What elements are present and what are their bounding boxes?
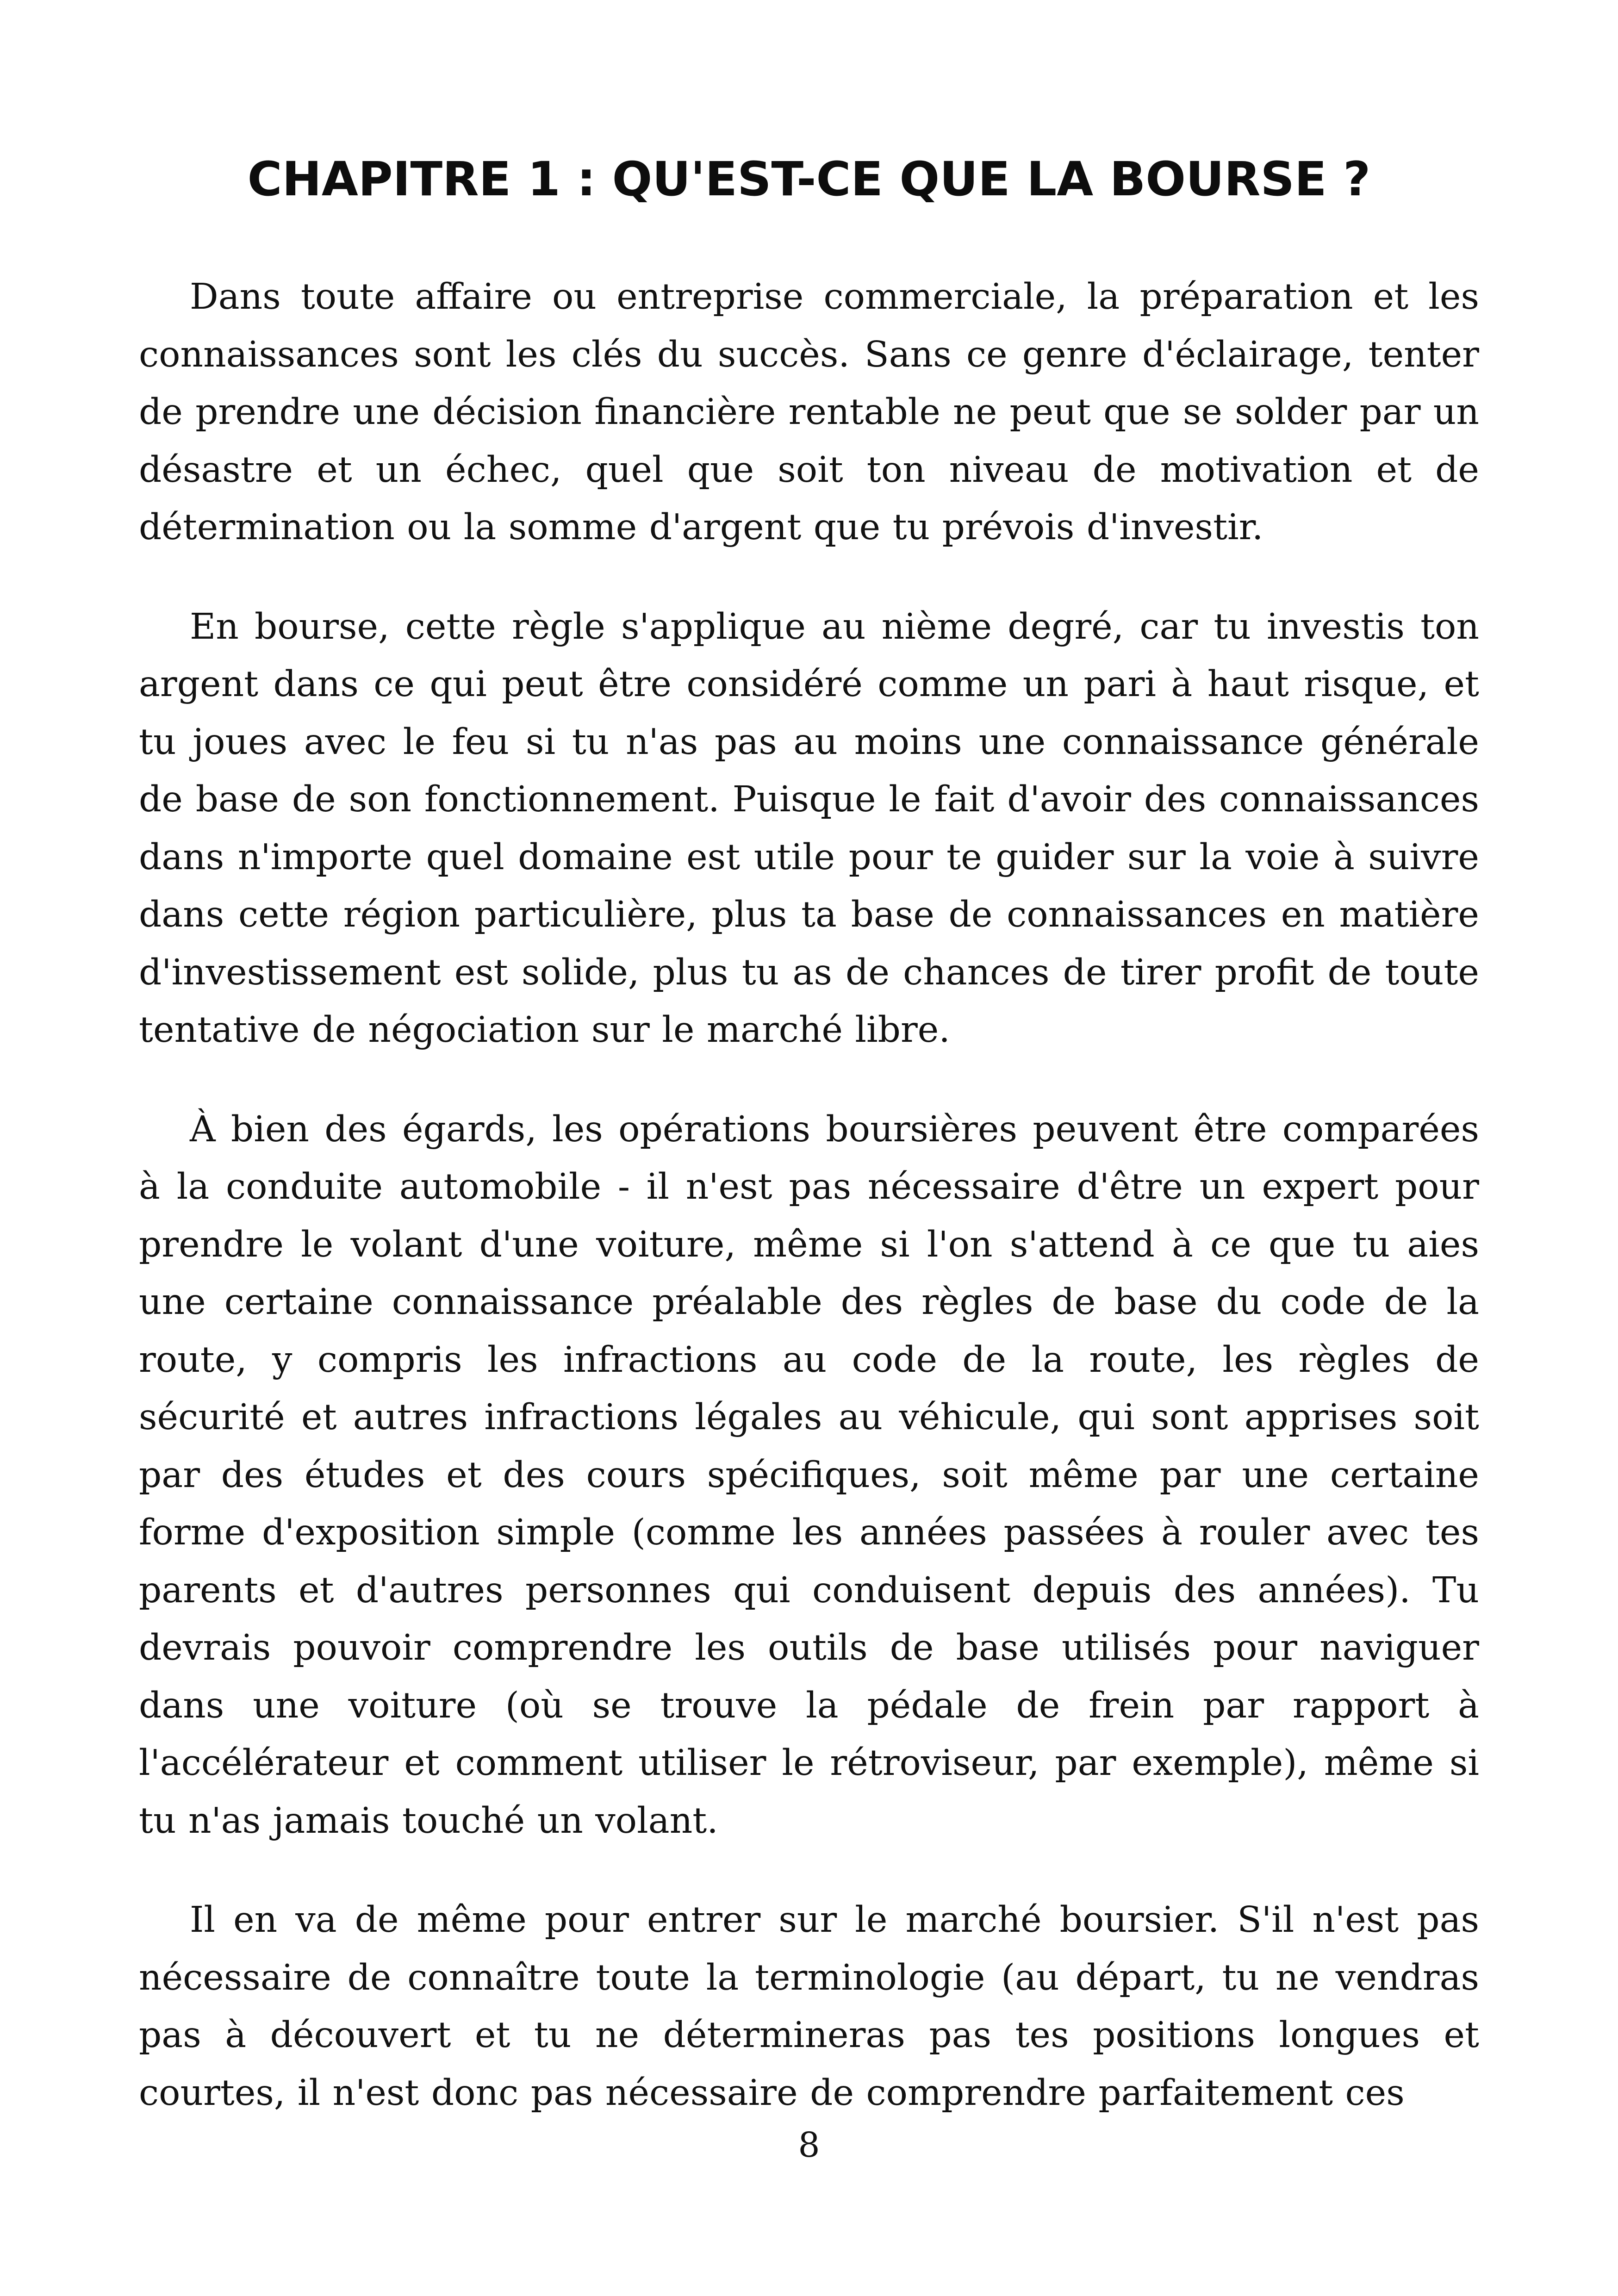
body-text: [139, 268, 1479, 2164]
page-number: 8: [798, 2125, 820, 2165]
paragraph-3: À bien des égards, les opérations boursières peuvent être comparées à la conduite automobile - il n'est pas nécessaire d'être un expert pour prendre le volant d'une voiture, même si l'on s'attend à ce que tu aies une certaine connaissance préalable des règles de base du code de la route, y compris les infractions au code de la route, les règles de sécurité et autres infractions légales au véhicule, qui sont apprises soit par des études et des cours spécifiques, soit même par une certaine forme d'exposition simple (comme les années passées à rouler avec tes parents et d'autres personnes qui conduisent depuis des années). Tu devrais pouvoir comprendre les outils de base utilisés pour naviguer dans une voiture (où se trouve la pédale de frein par rapport à l'accélérateur et comment utiliser le rétroviseur, par exemple), même si tu n'as jamais touché un volant.: [139, 1108, 1479, 1842]
paragraph-1: Dans toute affaire ou entreprise commerciale, la préparation et les connaissances sont les clés du succès. Sans ce genre d'éclairage, tenter de prendre une décision financière rentable ne peut que se solder par un désastre et un échec, quel que soit ton niveau de motivation et de détermination ou la somme d'argent que tu prévois d'investir.: [139, 276, 1479, 548]
paragraph-4: Il en va de même pour entrer sur le marché boursier. S'il n'est pas nécessaire de connaître toute la terminologie (au départ, tu ne vendras pas à découvert et tu ne détermineras pas tes positions longues et courtes, il n'est donc pas nécessaire de comprendre parfaitement ces: [139, 1899, 1479, 2114]
paragraph-2: En bourse, cette règle s'applique au nième degré, car tu investis ton argent dans ce qui peut être considéré comme un pari à haut risque, et tu joues avec le feu si tu n'as pas au moins une connaissance générale de base de son fonctionnement. Puisque le fait d'avoir des connaissances dans n'importe quel domaine est utile pour te guider sur la voie à suivre dans cette région particulière, plus ta base de connaissances en matière d'investissement est solide, plus tu as de chances de tirer profit de toute tentative de négociation sur le marché libre.: [139, 606, 1479, 1051]
chapter-title: CHAPITRE 1 : QU'EST-CE QUE LA BOURSE ?: [247, 152, 1371, 207]
